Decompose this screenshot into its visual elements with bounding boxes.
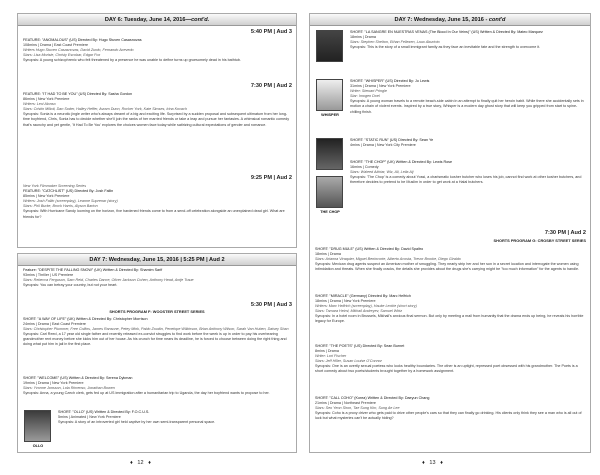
film-despite-the-falling-snow: Feature: "DESPITE THE FALLING SNOW" (UK) Written & Directed By: Shamim Sarif 93mins | Thriller | US Premiere Stars: Rebecca Ferguson, Sam Reid, Charles Dance, Oliver Jackson Cohen, Anthony Head, Antje Traue Synopsis: You can betray your country, but not your heart.	[23, 268, 194, 288]
the-chop-caption: THE CHOP	[320, 210, 340, 214]
day6-section	[17, 13, 297, 248]
whisper-caption: WHISPER	[321, 113, 339, 117]
left-page	[17, 13, 297, 453]
program-title: SHORTS PROGRAM F: WOOSTER STREET SERIES	[109, 309, 205, 314]
film-catchlist: New York Filmmaker Screening Series FEATURE: "CATCHLIST" (US) Directed By: Josh Fallin 85mins | New York Premiere Writers: Josh Fallin (screenplay), Leanne Suprenar (story) Stars: Phil Burke, Brock Harris, Alyson Barton Synopsis: With Hurricane Sandy looming on the horizon, five hardened friends come to from a send-off celebration alongside an unexplained dead girl. What are friends for?	[23, 184, 285, 219]
the-chop-image	[316, 176, 343, 208]
page-number-12: ♦ 12 ♦	[130, 460, 151, 466]
slot-time: 5:40 PM | Aud 3	[250, 29, 292, 35]
short-miracle: SHORT: "MIRACLE" (Germany) Directed By: Marc Helfrich 18mins | Drama | New York Premiere Writers: Marc Helfrich (screenplay), Hauke Leckie (short story) Stars: Tamara Heiml, Mikhail Andreyev, Samuel Wirtz Synopsis: In a hotel room in Brussels, Mikhail's anxious final sermon. But only by meeting a mail from humanity that the drama ends up being, he reveals his horrible legacy for Europe.	[315, 294, 584, 324]
short-a-way-of-life: SHORT: "A WAY OF LIFE" (UK) Written & Directed By: Christopher Morrison 24mins | Drama | East Coast Premiere Stars: Christopher Plummer, Free Collins, James Ransone, Petey Mink, Pablo Zoudin, Penelope Wilkinson, Brian Anthony Wilson, Sarah Van Huben, Daisey Shan Synopsis: Carl Reed, a 17 year old single father and recently released ex-convict struggles to find work before the week is up in order to pay his overbearing grandmother rent money before she kicks him out of her house. As his crunch for time nears its deadline, he is forced to choose between doing the right thing and doing what put him in jail in the first place.	[23, 317, 289, 347]
day7-header: DAY 7: Wednesday, June 15, 2016 | 5:25 PM | Aud 2	[18, 254, 296, 266]
right-page	[309, 13, 591, 453]
blood-in-our-veins-image	[316, 30, 343, 62]
short-the-chop: SHORT: "THE CHOP" (UK) Written & Directed By: Lewis Rose 16mins | Comedy Stars: Waleed Akhtar, Wiz, Ali, Leila Aij Synopsis: 'The Chop' is a comedy about Yossi, a charismatic kosher butcher who loses his job, cannot find work at other kosher butchers, and therefore decides to pretend to be Muslim in order to get work at a Halal butchers.	[350, 160, 582, 185]
short-ollo: SHORT: "OLLO" (US) Written & Directed By: F.O.C.U.S. 5mins | Animated | New York Premiere Synopsis: A story of an introverted girl held captive by her own semi-transparent personal space.	[58, 410, 216, 425]
short-the-poets: SHORT: "THE POETS" (US) Directed By: Sean Burnet 8mins | Drama Writer: Lori Fischer Stars: Jeff Hiller, Susan Louise O'Connor Synopsis: One is an overtly sexual poetess who looks healthy boundaries. The other is an uptight, repressed poet obsessed with his grandmother. The Poets is a short comedy about two poets/students brought together by a homework assignment.	[315, 344, 578, 374]
ollo-still-image	[24, 410, 51, 442]
slot-time: 5:30 PM | Aud 3	[250, 302, 292, 308]
short-welcome: SHORT: "WELCOME" (US) Written & Directed By: Serena Dykman 19mins | Drama | New York Premiere Stars: Yvonne Jonsson, Lola Rimenso, Jonathan Bowen Synopsis: Anna, a young Czech clerk, gets fed up at US immigration after a humanitarian trip to Uganda, the day her boyfriend wants to propose to her.	[23, 376, 270, 396]
program-title: SHORTS PROGRAM G: CROSBY STREET SERIES	[493, 238, 586, 243]
day6-header: DAY 6: Tuesday, June 14, 2016—cont'd.	[18, 14, 296, 26]
film-it-had-to-be-you: FEATURE: "IT HAD TO BE YOU" (US) Directed By: Sasha Gordon 86mins | New York Premiere Writers: Lexi Alonso Stars: Cristin Milioti, Dan Soder, Halley Heffer, Avram Dunn, Rocker York, Kate Simses, Irina Kovach Synopsis: Sonia is a neurotic jingle writer who’s always dreamt of a big and exciting life. Surprised by a sudden proposal and subsequent ultimatum from her long-time boyfriend, Chris, Sonia has to decide whether she’ll join the ranks of her married friends or take a leap and pursue her fantasies. A whimsical romantic comedy that’s raunchy and yet gentle, 'It Had To Be You' explores the choices women face today while satirizing cultural expectations of gender and romance.	[23, 92, 290, 127]
short-whisper: SHORT: "WHISPER" (US) Directed By: Jo Lewis 31mins | Drama | New York Premiere Writer: Stewart Pringle Star: Imogen Doel Synopsis: A young woman travels to a remote beach-side cabin in an attempt to finally quit her heroin habit. While there she accidentally sets in motion a chain of violent events. Inspired by a true story, Whisper is a modern day ghost story that will keep you gripped from start to spine-chilling finish.	[350, 79, 584, 114]
short-drug-mule: SHORT: "DRUG MULE" (US) Written & Directed By: David Spaltro 18mins | Drama Stars: Arianna Viraquier, Miguel Benincorte, Alberto Acosta, Trevor Brooke, Diego Giraldo Synopsis: Mexican drug agents suspect an American mother of smuggling. They nearly strip her and her son in a secret location and interrogate the women using intimidation and threats. When she finally cracks, the details she provides about the drugs she's carrying might be "too much information" for the agents to handle.	[315, 247, 580, 272]
film-anomalous: FEATURE: "ANOMALOUS" (US) Directed By: Hugo Stuven Casasnovas 108mins | Drama | East Coast Premiere Writers Hugo Stuven Casasnovas, David Zurdo, Fernando Acevedo Stars: Lisa Morisie, Christy Escobar, Edgar Fox Synopsis: A young schizophrenic who felt threatened by a presence he was unable to define turns up gruesomely dead in his bathtub.	[23, 38, 241, 63]
day7-section	[17, 253, 297, 453]
slot-time: 9:25 PM | Aud 2	[250, 175, 292, 181]
slot-time: 7:30 PM | Aud 2	[544, 230, 586, 236]
short-call-coho: SHORT: "CALL COHO" (Korea) Written & Directed By: Daeyun Chang 21mins | Drama | Northeast Premiere Stars: Seo Yeon Shon, Tae Sung Kim, Sung Ae Lee Synopsis: Coho is a proxy driver who gets paid to drive other people's cars so that they can finally go drinking. His clients only think they see a man who is all out of luck but what mysteries can't be actually hiding?	[315, 396, 582, 421]
day7-cont-section	[309, 13, 591, 453]
ollo-caption: OLLO	[32, 444, 44, 448]
slot-time: 7:30 PM | Aud 2	[250, 83, 292, 89]
page-number-13: ♦ 13 ♦	[422, 460, 443, 466]
short-la-sangre: SHORT: "LA SANGRE EN NUESTRAS VENAS (The Blood In Our Veins)" (US) Written & Directed By: Mateo Marquez 18mins | Drama Stars: Stephen Shelton, Ethan Fellezen, Lauo Aburtoto Synopsis: This is the story of a small immigrant family as they face an inevitable fate and the strength to overcome it.	[350, 30, 543, 50]
whisper-image	[316, 79, 343, 111]
short-static-run: SHORT: "STATIC RUN" (US) Directed By: Sean Ye 4mins | Drama | New York City Premiere	[350, 138, 434, 148]
static-run-image	[316, 138, 343, 170]
day7-cont-header: DAY 7: Wednesday, June 15, 2016 - cont'd	[310, 14, 590, 26]
